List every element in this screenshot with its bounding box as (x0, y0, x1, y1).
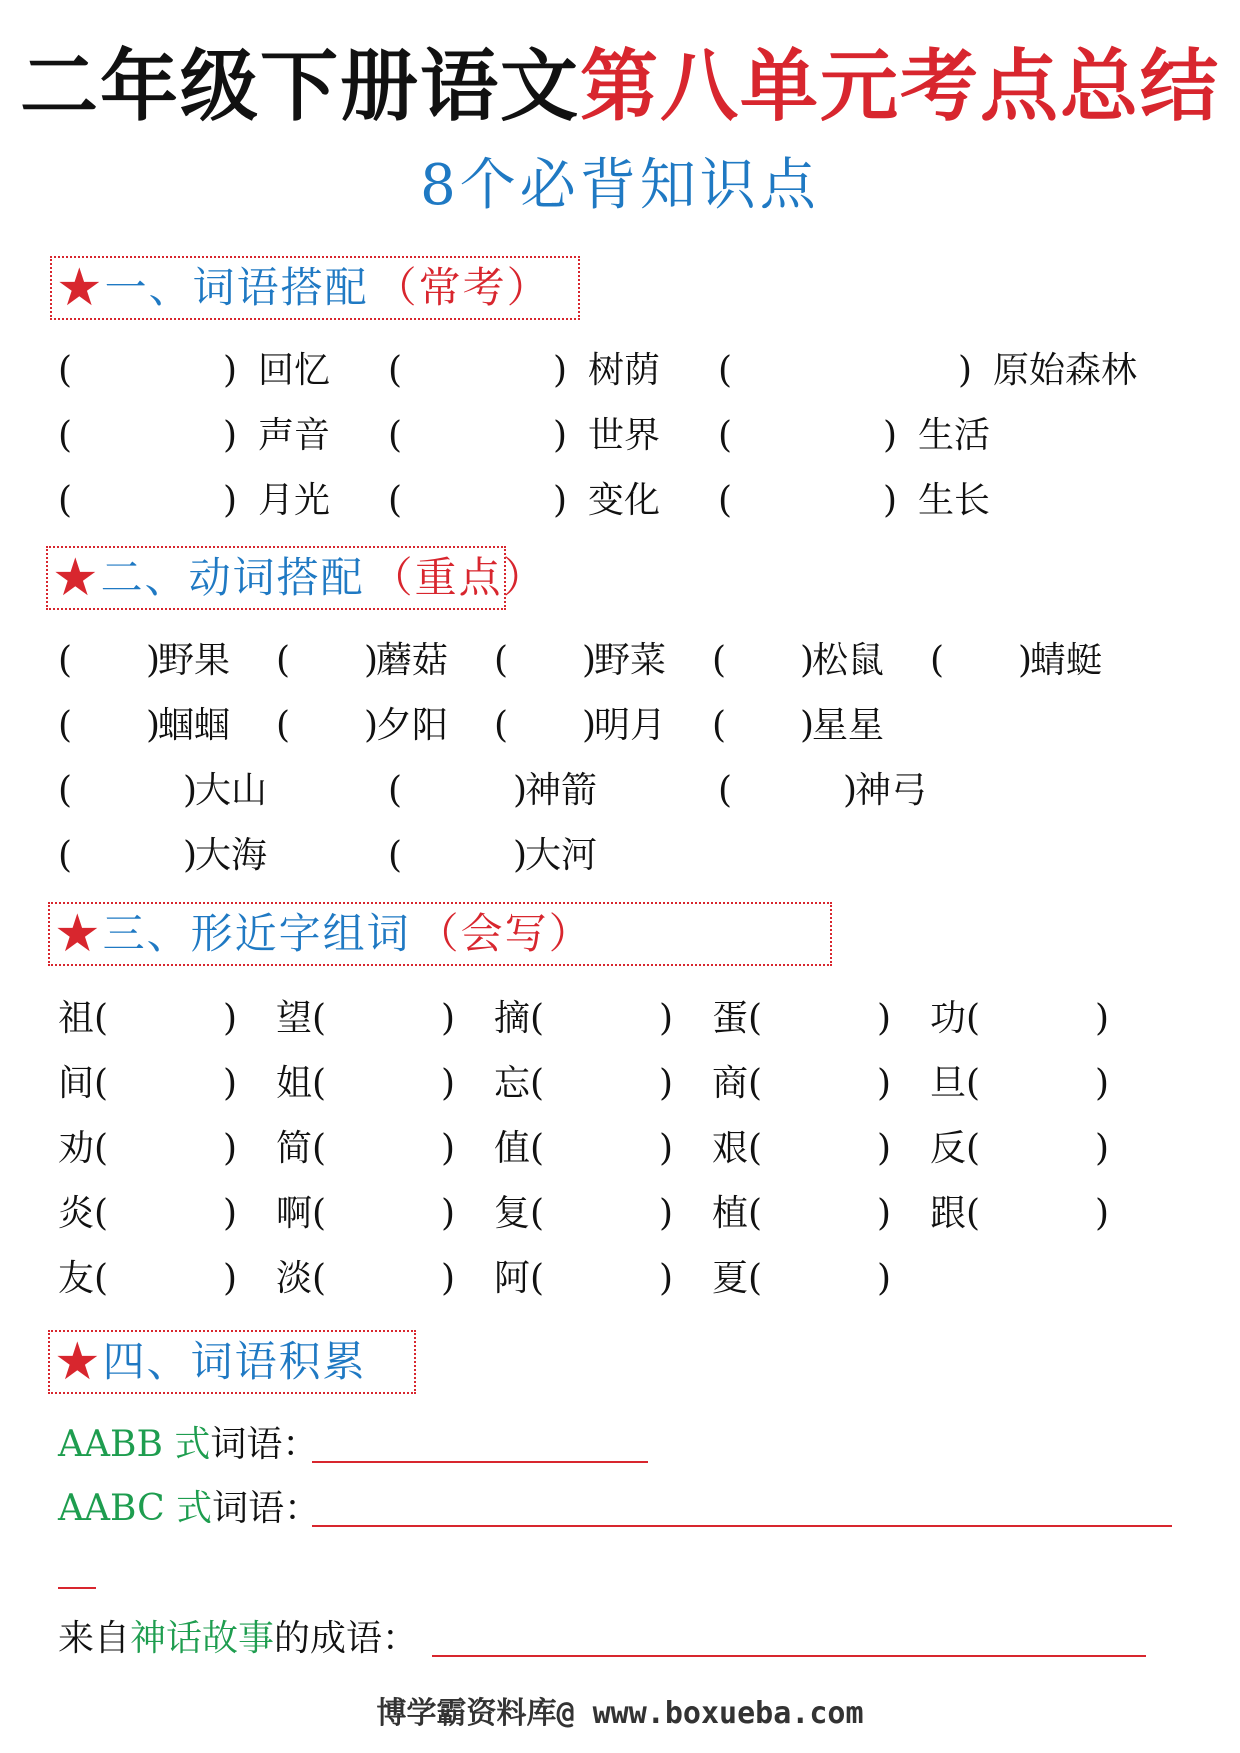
section-tag: （常考） (374, 263, 551, 312)
myth-shenhua: 神话故事 (130, 1618, 275, 1659)
blank-open-paren[interactable]: ( (718, 350, 733, 391)
page-title (0, 42, 1240, 132)
blank-open-paren[interactable]: ( (276, 705, 291, 746)
blank-open-paren[interactable]: ( (58, 835, 73, 876)
blank-open-paren[interactable]: ( (388, 835, 403, 876)
blank-open-paren[interactable]: ( (966, 998, 981, 1039)
character: 商 (712, 1063, 749, 1104)
blank-open-paren[interactable]: ( (748, 1128, 763, 1169)
collocation-word: 树荫 (588, 350, 661, 391)
page-subtitle: 8个必背知识点 (420, 153, 820, 218)
section-tag: （重点） (370, 553, 547, 602)
verb-object-word: 蜻蜓 (1030, 640, 1103, 681)
blank-open-paren[interactable]: ( (712, 640, 727, 681)
blank-open-paren[interactable]: ( (530, 1128, 545, 1169)
verb-object-word: 神箭 (525, 770, 598, 811)
aabc-answer-line-continued[interactable] (58, 1587, 96, 1589)
aabb-shi: 式 (174, 1424, 211, 1465)
aabb-line (58, 1420, 318, 1470)
character: 摘 (494, 998, 531, 1039)
blank-open-paren[interactable]: ( (388, 770, 403, 811)
blank-open-paren[interactable]: ( (94, 1128, 109, 1169)
character: 功 (930, 998, 967, 1039)
collocation-word: 世界 (588, 415, 661, 456)
character: 复 (494, 1193, 531, 1234)
blank-open-paren[interactable]: ( (718, 770, 733, 811)
character: 简 (276, 1128, 313, 1169)
blank-open-paren[interactable]: ( (966, 1193, 981, 1234)
character: 姐 (276, 1063, 313, 1104)
blank-close-paren[interactable]: ) (877, 1258, 892, 1299)
blank-close-paren[interactable]: ) (223, 998, 238, 1039)
myth-idiom-line (58, 1614, 418, 1664)
blank-close-paren[interactable]: ) (513, 770, 528, 811)
section-header-2 (46, 546, 547, 610)
blank-open-paren[interactable]: ( (388, 480, 403, 521)
aabc-shi: 式 (176, 1488, 213, 1529)
myth-laizi: 来自 (58, 1618, 131, 1659)
blank-open-paren[interactable]: ( (388, 350, 403, 391)
blank-open-paren[interactable]: ( (94, 1193, 109, 1234)
blank-close-paren[interactable]: ) (146, 640, 161, 681)
blank-open-paren[interactable]: ( (930, 640, 945, 681)
blank-close-paren[interactable]: ) (223, 350, 238, 391)
blank-close-paren[interactable]: ) (582, 640, 597, 681)
verb-object-word: 夕阳 (376, 705, 449, 746)
character: 淡 (276, 1258, 313, 1299)
star-icon: ★ (54, 1332, 101, 1392)
character: 旦 (930, 1063, 967, 1104)
blank-open-paren[interactable]: ( (530, 1063, 545, 1104)
collocation-word: 生长 (918, 480, 991, 521)
character: 植 (712, 1193, 749, 1234)
blank-open-paren[interactable]: ( (748, 1063, 763, 1104)
star-icon: ★ (52, 548, 99, 608)
aabc-line (58, 1484, 320, 1534)
blank-open-paren[interactable]: ( (58, 350, 73, 391)
blank-open-paren[interactable]: ( (388, 415, 403, 456)
blank-open-paren[interactable]: ( (494, 705, 509, 746)
blank-close-paren[interactable]: ) (223, 480, 238, 521)
section-header-4 (48, 1330, 416, 1394)
verb-object-word: 明月 (594, 705, 667, 746)
section-title: 二、动词搭配 (100, 553, 365, 602)
blank-close-paren[interactable]: ) (877, 998, 892, 1039)
blank-close-paren[interactable]: ) (659, 1128, 674, 1169)
blank-close-paren[interactable]: ) (1095, 1193, 1110, 1234)
verb-object-word: 大山 (195, 770, 268, 811)
blank-open-paren[interactable]: ( (94, 1063, 109, 1104)
blank-open-paren[interactable]: ( (94, 1258, 109, 1299)
myth-answer-line[interactable] (432, 1655, 1146, 1657)
blank-close-paren[interactable]: ) (223, 1063, 238, 1104)
verb-object-word: 松鼠 (812, 640, 885, 681)
blank-close-paren[interactable]: ) (883, 480, 898, 521)
character: 啊 (276, 1193, 313, 1234)
section-tag: （会写） (416, 909, 593, 958)
blank-close-paren[interactable]: ) (877, 1193, 892, 1234)
blank-open-paren[interactable]: ( (712, 705, 727, 746)
blank-close-paren[interactable]: ) (441, 998, 456, 1039)
character: 间 (58, 1063, 95, 1104)
character: 反 (930, 1128, 967, 1169)
character: 艰 (712, 1128, 749, 1169)
section-header-1 (50, 256, 580, 320)
blank-close-paren[interactable]: ) (441, 1063, 456, 1104)
blank-close-paren[interactable]: ) (877, 1128, 892, 1169)
aabb-answer-line[interactable] (312, 1461, 648, 1463)
collocation-word: 生活 (918, 415, 991, 456)
collocation-word: 原始森林 (993, 350, 1138, 391)
blank-close-paren[interactable]: ) (146, 705, 161, 746)
blank-close-paren[interactable]: ) (553, 415, 568, 456)
verb-object-word: 野菜 (594, 640, 667, 681)
verb-object-word: 神弓 (855, 770, 928, 811)
blank-open-paren[interactable]: ( (530, 1193, 545, 1234)
myth-chengyu: 的成语： (274, 1618, 419, 1659)
blank-close-paren[interactable]: ) (1095, 1128, 1110, 1169)
collocation-word: 回忆 (258, 350, 331, 391)
aabc-ciyu: 词语： (212, 1488, 321, 1529)
aabc-label: AABC (58, 1488, 165, 1529)
character: 望 (276, 998, 313, 1039)
section-title: 三、形近字组词 (102, 909, 411, 958)
blank-close-paren[interactable]: ) (1095, 998, 1110, 1039)
section-title: 四、词语积累 (102, 1337, 367, 1386)
aabb-ciyu: 词语： (210, 1424, 319, 1465)
blank-close-paren[interactable]: ) (223, 1128, 238, 1169)
blank-close-paren[interactable]: ) (364, 705, 379, 746)
blank-close-paren[interactable]: ) (659, 1063, 674, 1104)
blank-close-paren[interactable]: ) (877, 1063, 892, 1104)
blank-close-paren[interactable]: ) (223, 1193, 238, 1234)
character: 蛋 (712, 998, 749, 1039)
blank-open-paren[interactable]: ( (966, 1063, 981, 1104)
character: 跟 (930, 1193, 967, 1234)
blank-open-paren[interactable]: ( (530, 998, 545, 1039)
verb-object-word: 蘑菇 (376, 640, 449, 681)
character: 友 (58, 1258, 95, 1299)
blank-close-paren[interactable]: ) (958, 350, 973, 391)
blank-close-paren[interactable]: ) (800, 640, 815, 681)
blank-close-paren[interactable]: ) (223, 1258, 238, 1299)
blank-close-paren[interactable]: ) (441, 1193, 456, 1234)
verb-object-word: 大河 (525, 835, 598, 876)
blank-open-paren[interactable]: ( (58, 705, 73, 746)
blank-close-paren[interactable]: ) (441, 1258, 456, 1299)
blank-open-paren[interactable]: ( (312, 998, 327, 1039)
blank-close-paren[interactable]: ) (659, 998, 674, 1039)
star-icon: ★ (54, 904, 101, 964)
title-part2: 第八单元考点总结 (580, 42, 1221, 132)
blank-open-paren[interactable]: ( (312, 1063, 327, 1104)
collocation-word: 月光 (258, 480, 331, 521)
character: 夏 (712, 1258, 749, 1299)
blank-close-paren[interactable]: ) (659, 1258, 674, 1299)
character: 值 (494, 1128, 531, 1169)
blank-close-paren[interactable]: ) (183, 835, 198, 876)
blank-close-paren[interactable]: ) (553, 350, 568, 391)
blank-open-paren[interactable]: ( (58, 640, 73, 681)
blank-close-paren[interactable]: ) (441, 1128, 456, 1169)
blank-open-paren[interactable]: ( (748, 1258, 763, 1299)
star-icon: ★ (56, 258, 103, 318)
title-part1: 二年级下册语文 (19, 42, 580, 132)
character: 炎 (58, 1193, 95, 1234)
character: 劝 (58, 1128, 95, 1169)
blank-close-paren[interactable]: ) (364, 640, 379, 681)
character: 祖 (58, 998, 95, 1039)
blank-close-paren[interactable]: ) (883, 415, 898, 456)
blank-open-paren[interactable]: ( (718, 480, 733, 521)
blank-open-paren[interactable]: ( (276, 640, 291, 681)
blank-open-paren[interactable]: ( (718, 415, 733, 456)
aabb-label: AABB (58, 1424, 163, 1465)
blank-open-paren[interactable]: ( (530, 1258, 545, 1299)
verb-object-word: 星星 (812, 705, 885, 746)
blank-open-paren[interactable]: ( (58, 415, 73, 456)
blank-open-paren[interactable]: ( (58, 770, 73, 811)
blank-close-paren[interactable]: ) (659, 1193, 674, 1234)
blank-close-paren[interactable]: ) (1018, 640, 1033, 681)
character: 阿 (494, 1258, 531, 1299)
blank-open-paren[interactable]: ( (748, 998, 763, 1039)
verb-object-word: 蝈蝈 (158, 705, 231, 746)
blank-close-paren[interactable]: ) (223, 415, 238, 456)
section-title: 一、词语搭配 (104, 263, 369, 312)
aabc-answer-line[interactable] (312, 1525, 1172, 1527)
blank-close-paren[interactable]: ) (553, 480, 568, 521)
blank-open-paren[interactable]: ( (58, 480, 73, 521)
blank-close-paren[interactable]: ) (513, 835, 528, 876)
blank-open-paren[interactable]: ( (494, 640, 509, 681)
verb-object-word: 野果 (158, 640, 231, 681)
collocation-word: 声音 (258, 415, 331, 456)
blank-open-paren[interactable]: ( (748, 1193, 763, 1234)
character: 忘 (494, 1063, 531, 1104)
blank-open-paren[interactable]: ( (312, 1258, 327, 1299)
blank-open-paren[interactable]: ( (94, 998, 109, 1039)
collocation-word: 变化 (588, 480, 661, 521)
blank-close-paren[interactable]: ) (800, 705, 815, 746)
blank-open-paren[interactable]: ( (312, 1128, 327, 1169)
blank-open-paren[interactable]: ( (312, 1193, 327, 1234)
blank-close-paren[interactable]: ) (843, 770, 858, 811)
blank-close-paren[interactable]: ) (582, 705, 597, 746)
blank-close-paren[interactable]: ) (1095, 1063, 1110, 1104)
blank-open-paren[interactable]: ( (966, 1128, 981, 1169)
blank-close-paren[interactable]: ) (183, 770, 198, 811)
verb-object-word: 大海 (195, 835, 268, 876)
section-header-3 (48, 902, 832, 966)
footer-watermark: 博学霸资料库@ www.boxueba.com (376, 1696, 864, 1731)
